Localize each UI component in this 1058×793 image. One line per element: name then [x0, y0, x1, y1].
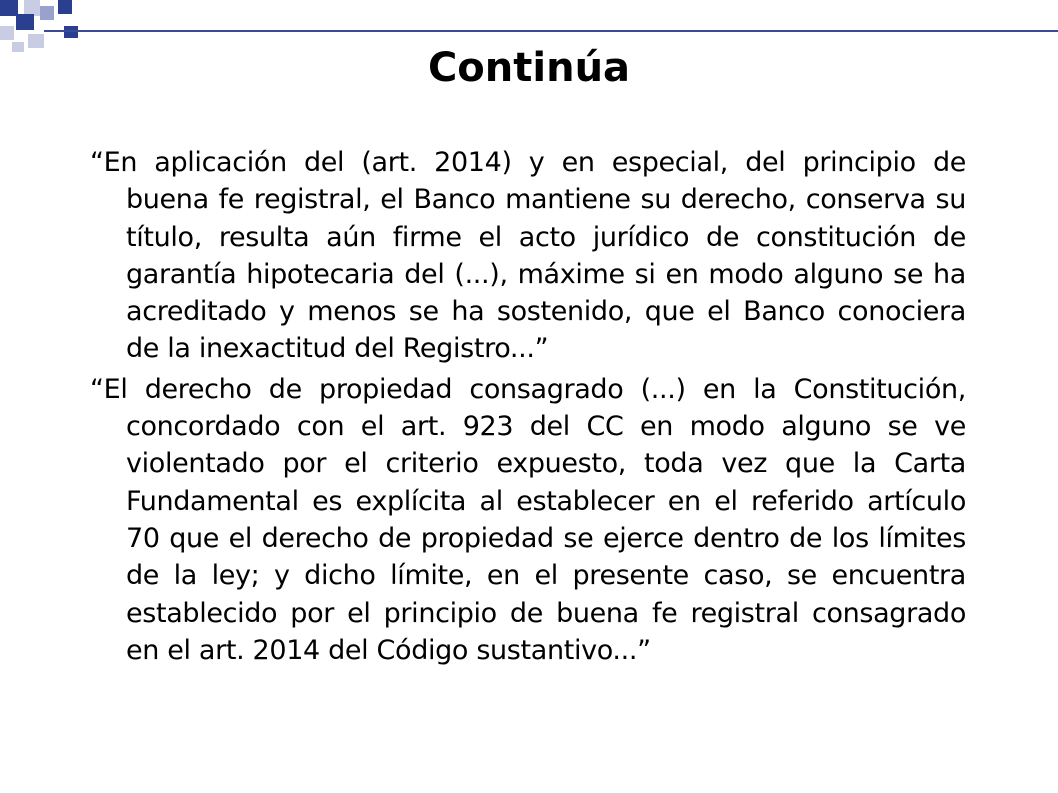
mosaic-square	[0, 26, 14, 40]
mosaic-square	[64, 26, 78, 38]
quote-paragraph-2: “El derecho de propiedad consagrado (...) en la Constitución, concordado con el art. 923 del CC en modo alguno se ve violentado por el criterio expuesto, toda vez que la Carta Fundamental es explícita al establecer en el referido artículo 70 que el derecho de propiedad se ejerce dentro de los límites de la ley; y dicho límite, en el presente caso, se encuentra establecido por el principio de buena fe registral consagrado en el art. 2014 del Código sustantivo...”	[90, 373, 966, 666]
mosaic-square	[58, 0, 72, 14]
slide-body	[90, 144, 966, 672]
quote-paragraph-1: “En aplicación del (art. 2014) y en especial, del principio de buena fe registral, el Banco mantiene su derecho, conserva su título, resulta aún firme el acto jurídico de constitución de garantía hipotecaria del (...), máxime si en modo alguno se ha acreditado y menos se ha sostenido, que el Banco conociera de la inexactitud del Registro...”	[90, 147, 966, 365]
header-rule	[44, 30, 1058, 32]
slide-title: Continúa	[427, 45, 631, 91]
mosaic-square	[40, 6, 54, 20]
mosaic-square	[16, 14, 34, 30]
